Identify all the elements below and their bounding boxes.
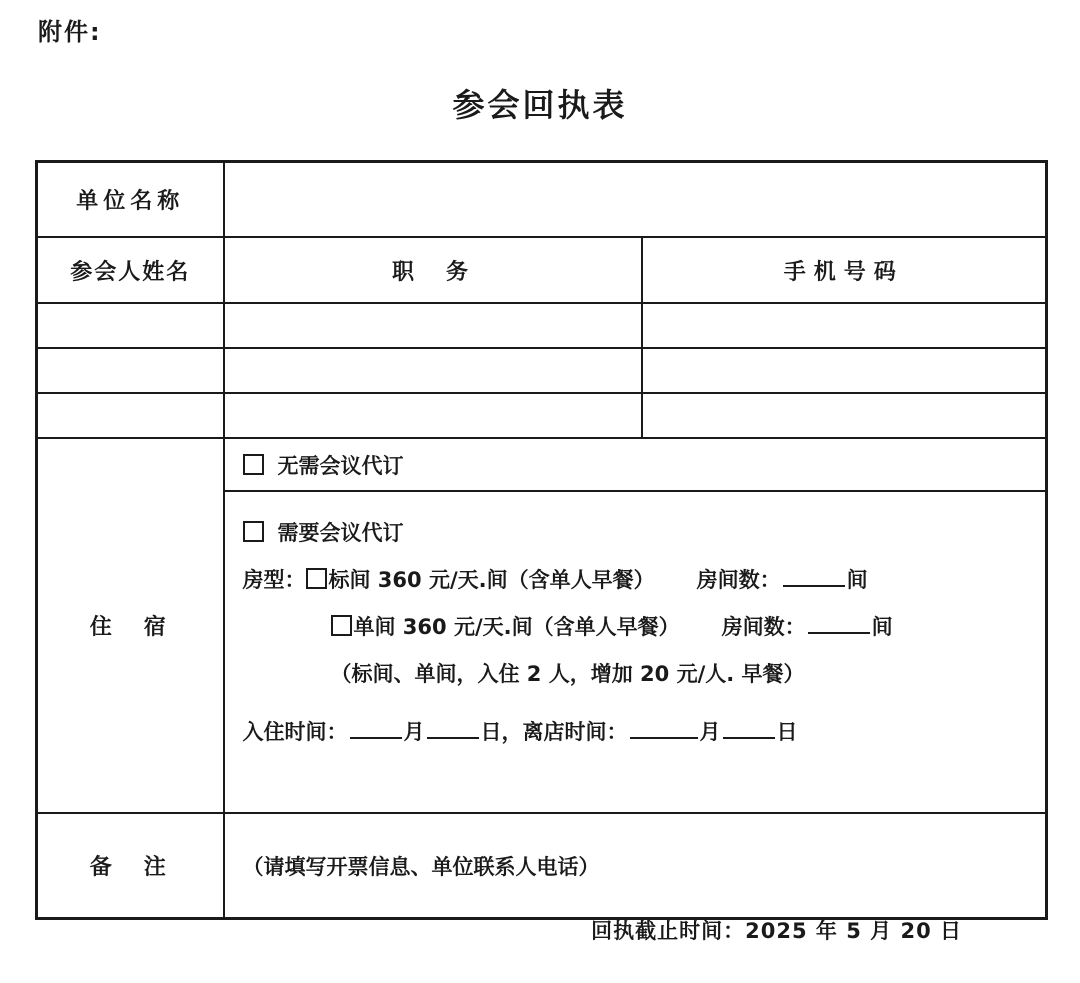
single-room-text: 单间 360 元/天.间（含单人早餐） [353, 615, 680, 639]
checkbox-single-room-icon[interactable] [331, 615, 352, 636]
unit-name-row [37, 162, 1047, 238]
checkbox-standard-room-icon[interactable] [306, 568, 327, 589]
checkout-day-blank[interactable] [723, 717, 775, 739]
reply-form-table [35, 160, 1048, 920]
attendee-row [37, 303, 1047, 348]
checkout-label: 离店时间： [522, 720, 628, 744]
attendee-row [37, 393, 1047, 438]
room-count-blank[interactable] [808, 612, 870, 634]
standard-room-text: 标间 360 元/天.间（含单人早餐） [328, 568, 655, 592]
attendee-position-cell[interactable] [224, 393, 642, 438]
remarks-row [37, 813, 1047, 919]
month-label: 月 [699, 720, 721, 744]
checkin-label: 入住时间： [242, 720, 348, 744]
attendee-name-cell[interactable] [37, 348, 224, 393]
remarks-label: 备 注 [37, 813, 224, 919]
attendee-position-cell[interactable] [224, 348, 642, 393]
housing-label: 住 宿 [37, 438, 224, 813]
checkbox-need-booking-icon[interactable] [243, 521, 264, 542]
attendee-phone-cell[interactable] [642, 303, 1047, 348]
attendee-phone-cell[interactable] [642, 393, 1047, 438]
single-room-line [243, 612, 1046, 642]
room-count-blank[interactable] [783, 565, 845, 587]
room-count-label: 房间数： [721, 615, 806, 639]
room-count-unit: 间 [871, 615, 893, 639]
room-type-prefix: 房型： [242, 568, 306, 592]
attendee-name-cell[interactable] [37, 393, 224, 438]
checkbox-no-booking-icon[interactable] [243, 454, 264, 475]
comma: ， [501, 720, 523, 744]
attendee-name-cell[interactable] [37, 303, 224, 348]
stay-time-line [243, 717, 1046, 747]
room-count-label: 房间数： [696, 568, 781, 592]
attendee-header-row [37, 237, 1047, 303]
day-label: 日 [480, 720, 502, 744]
remarks-content: （请填写开票信息、单位联系人电话） [224, 813, 1047, 919]
checkout-month-blank[interactable] [630, 717, 698, 739]
phone-header: 手机号码 [642, 237, 1047, 303]
housing-booking-cell [224, 491, 1047, 813]
room-note-line: （标间、单间，入住 2 人，增加 20 元/人. 早餐） [330, 662, 805, 686]
position-header: 职 务 [224, 237, 642, 303]
need-booking-line [243, 518, 1046, 548]
room-count-unit: 间 [846, 568, 868, 592]
housing-no-booking-cell [224, 438, 1047, 491]
checkin-day-blank[interactable] [427, 717, 479, 739]
unit-name-input-cell[interactable] [224, 162, 1047, 238]
attachment-label: 附件: [38, 18, 102, 46]
housing-option-no-row [37, 438, 1047, 491]
attendee-row [37, 348, 1047, 393]
attendee-name-header: 参会人姓名 [37, 237, 224, 303]
attendee-phone-cell[interactable] [642, 348, 1047, 393]
need-booking-text: 需要会议代订 [277, 521, 404, 545]
no-booking-text: 无需会议代订 [277, 453, 404, 478]
page-title: 参会回执表 [452, 86, 628, 124]
deadline-note: 回执截止时间：2025 年 5 月 20 日 [591, 919, 962, 943]
month-label: 月 [403, 720, 425, 744]
checkin-month-blank[interactable] [350, 717, 402, 739]
standard-room-line [243, 565, 1046, 595]
unit-name-label: 单位名称 [37, 162, 224, 238]
day-label: 日 [776, 720, 798, 744]
attendee-position-cell[interactable] [224, 303, 642, 348]
